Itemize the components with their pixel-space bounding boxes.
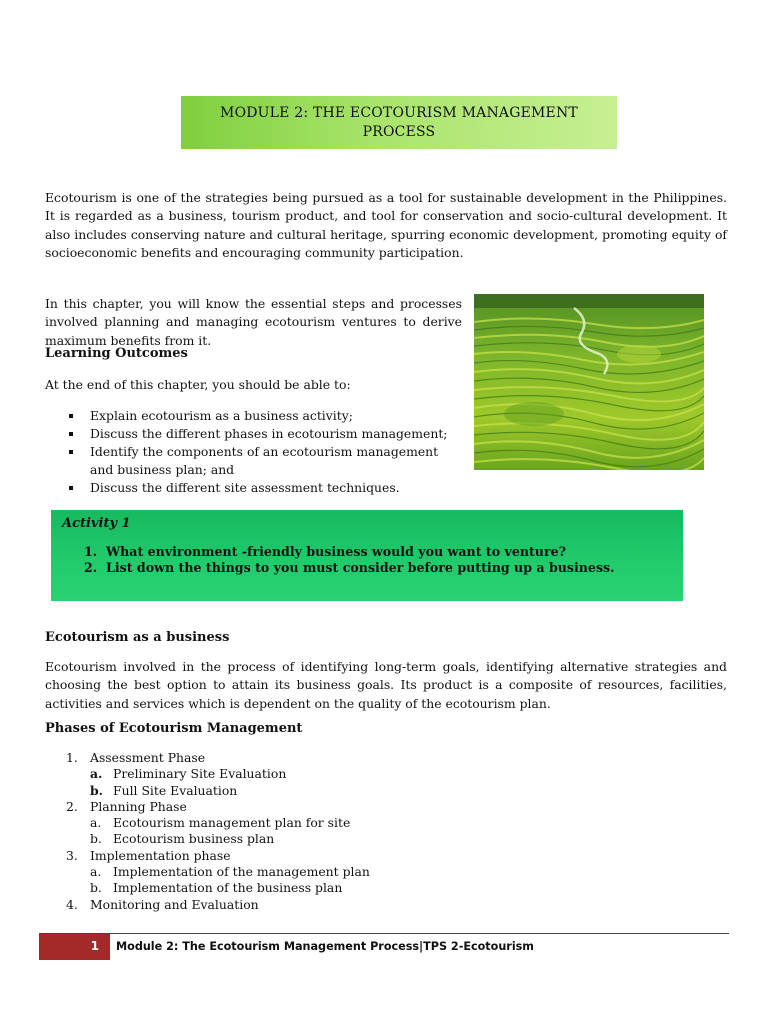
sub-item [66,831,486,847]
activity-box [51,510,683,601]
sub-letter: a. [90,766,103,782]
sub-item [66,783,486,799]
phase-item [66,799,486,815]
item-text: List down the things to you must consider before putting up a business. [106,560,615,575]
phases-list [66,750,486,913]
sub-letter: a. [90,864,102,880]
footer-text: Module 2: The Ecotourism Management Process|TPS 2-Ecotourism [116,940,534,953]
learning-outcomes-heading: Learning Outcomes [45,346,188,361]
phase-item [66,897,486,913]
module-title-line2: PROCESS [362,123,436,140]
phase-number: 4. [66,896,78,912]
list-item: Discuss the different site assessment techniques. [45,479,465,497]
phase-item [66,750,486,766]
sub-letter: a. [90,815,102,831]
footer-divider [39,933,729,934]
sub-item [66,815,486,831]
phase-item [66,848,486,864]
sub-text: Full Site Evaluation [113,782,238,798]
sub-letter: b. [90,831,102,847]
phase-number: 1. [66,750,78,765]
learning-outcomes-list [45,407,465,497]
list-item: Identify the components of an ecotourism management and business plan; and [45,443,465,479]
learning-outcomes-lead: At the end of this chapter, you should be able to: [45,377,351,392]
module-title-line1: MODULE 2: THE ECOTOURISM MANAGEMENT [220,104,578,121]
chapter-paragraph: In this chapter, you will know the essential steps and processes involved planning and managing ecotourism ventures to derive maximum benefits from it. [45,296,462,348]
item-text: What environment -friendly business would you want to venture? [106,544,566,559]
rice-terraces-photo [474,294,704,470]
sub-text: Ecotourism business plan [113,831,275,847]
sub-letter: b. [90,782,103,798]
list-item: Explain ecotourism as a business activity; [45,407,465,425]
sub-item [66,880,486,896]
activity-title: Activity 1 [62,516,131,531]
activity-list [84,544,674,576]
phase-label: Assessment Phase [90,750,206,765]
sub-text: Implementation of the management plan [113,864,370,880]
item-number: 1. [84,544,98,559]
phases-heading: Phases of Ecotourism Management [45,721,303,736]
module-title-banner [181,96,617,149]
list-item [84,560,674,576]
sub-item [66,766,486,782]
sub-item [66,864,486,880]
phase-number: 3. [66,847,78,863]
phase-label: Monitoring and Evaluation [90,896,259,912]
phase-label: Planning Phase [90,798,187,814]
page-number-box [39,934,110,960]
sub-text: Preliminary Site Evaluation [113,766,287,782]
list-item: Discuss the different phases in ecotourism management; [45,425,465,443]
phase-label: Implementation phase [90,847,231,863]
business-heading: Ecotourism as a business [45,630,230,645]
page-number: 1 [90,939,99,953]
phase-number: 2. [66,798,78,814]
sub-text: Implementation of the business plan [113,880,343,896]
list-item [84,544,674,560]
sub-text: Ecotourism management plan for site [113,815,351,831]
business-paragraph: Ecotourism involved in the process of identifying long-term goals, identifying alternative strategies and choosing the best option to attain its business goals. Its product is a composite of resources, facilities, activities and services which is dependent on the quality of the ecotourism plan. [45,659,727,711]
sub-letter: b. [90,880,102,896]
intro-paragraph: Ecotourism is one of the strategies being pursued as a tool for sustainable development in the Philippines. It is regarded as a business, tourism product, and tool for conservation and socio-cultural development. It also includes conserving nature and cultural heritage, spurring economic development, promoting equity of socioeconomic benefits and encouraging community participation. [45,190,727,260]
item-number: 2. [84,560,98,575]
